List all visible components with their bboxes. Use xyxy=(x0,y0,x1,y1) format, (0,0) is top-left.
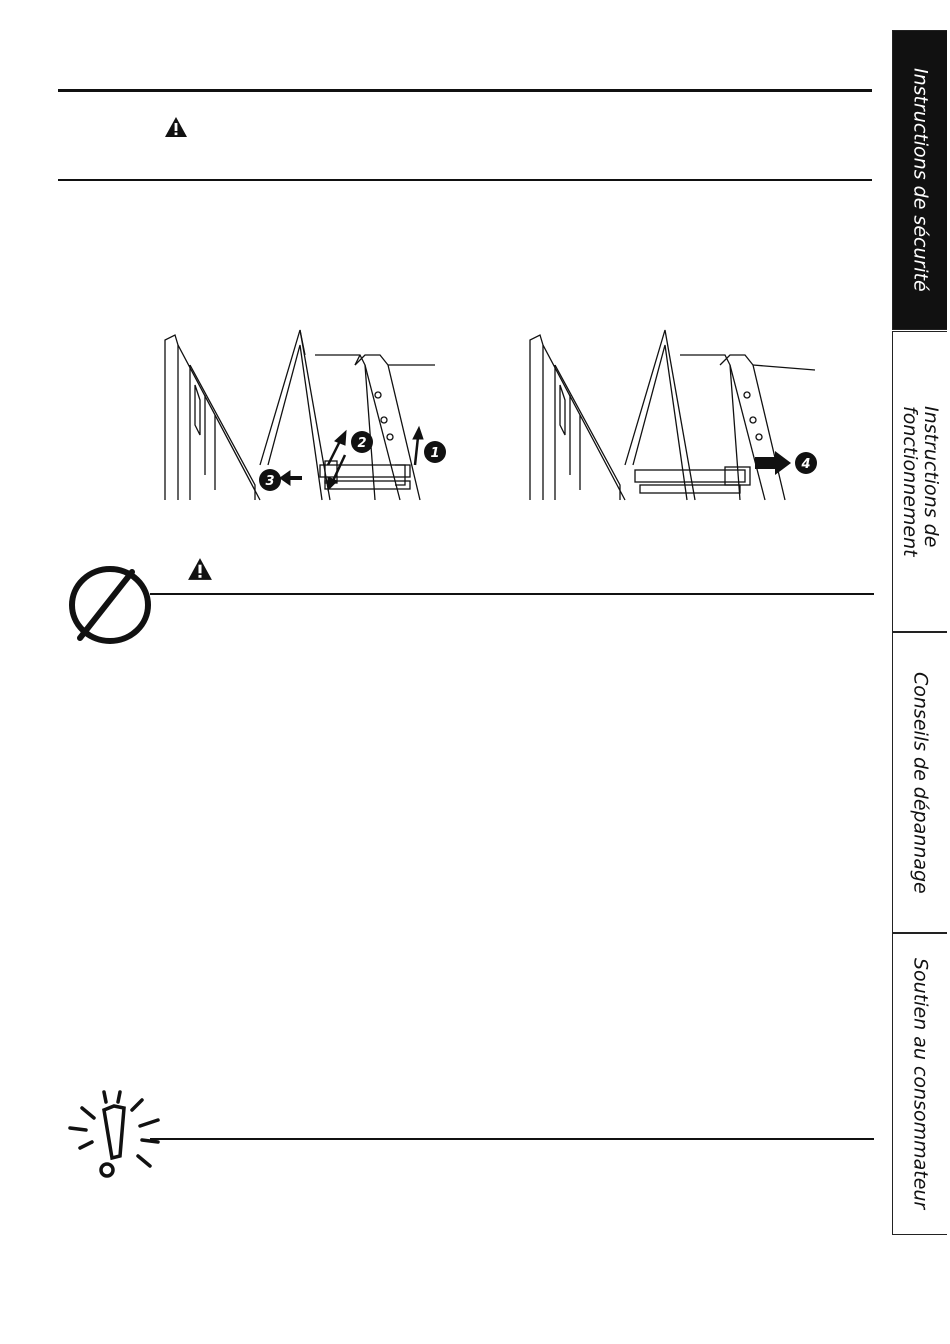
tab-operating-instructions[interactable] xyxy=(892,331,947,632)
tab-consumer-support-label: Soutien au consommateur xyxy=(909,958,932,1210)
door-removal-figure-right xyxy=(525,325,825,505)
tab-troubleshooting[interactable] xyxy=(892,632,947,933)
step-3-label: 3 xyxy=(265,474,275,489)
top-thick-rule xyxy=(58,89,872,92)
tab-safety-instructions-label: Instructions de sécurité xyxy=(909,68,932,292)
tip-section-rule xyxy=(150,1138,874,1140)
warning-triangle-icon xyxy=(164,116,188,138)
step-4-label: 4 xyxy=(801,457,811,472)
warning-triangle-icon xyxy=(187,557,213,581)
step-1-label: 1 xyxy=(430,446,440,461)
step-2-label: 2 xyxy=(357,436,367,451)
tab-troubleshooting-label: Conseils de dépannage xyxy=(909,671,932,894)
prohibited-section-rule xyxy=(150,593,874,595)
top-thin-rule xyxy=(58,179,872,181)
exclamation-tip-icon xyxy=(62,1088,172,1183)
tab-operating-instructions-label: Instructions de fonctionnement xyxy=(899,406,942,557)
tab-safety-instructions[interactable] xyxy=(892,30,947,330)
prohibited-circle-icon xyxy=(62,560,158,650)
door-removal-figure-left xyxy=(160,325,450,505)
tab-consumer-support[interactable] xyxy=(892,933,947,1235)
